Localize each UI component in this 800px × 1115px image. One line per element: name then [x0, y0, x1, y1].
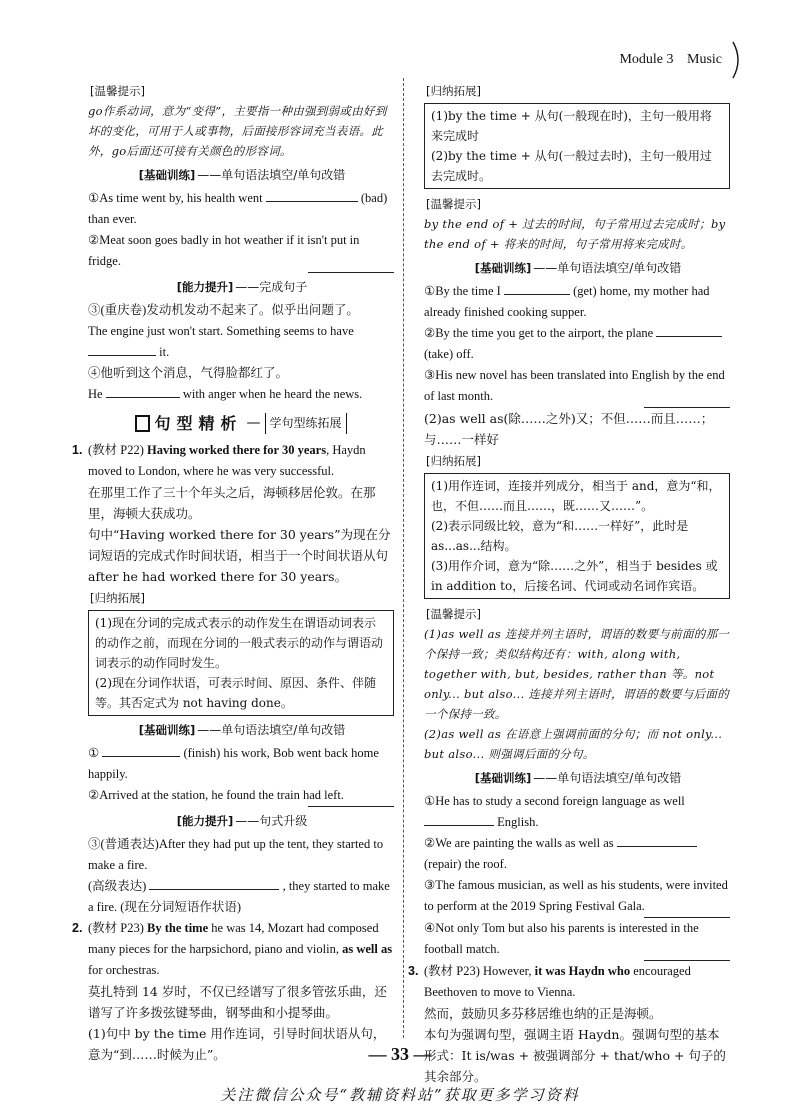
heading-sub: ——单句语法填空/单句改错 [197, 723, 346, 737]
extension-point: (3)用作介词，意为“除……之外”，相当于 besides 或 in addition to，后接名词、代词或动名词作宾语。 [431, 559, 718, 593]
heading-tag: [ 基础训练 ] [473, 260, 534, 277]
answer-blank[interactable] [149, 876, 279, 890]
page-header [619, 52, 722, 68]
heading-tag: [ 能力提升 ] [175, 279, 236, 296]
heading-sub: ——句式升级 [235, 814, 308, 828]
item-source: (教材 P23) [88, 921, 144, 935]
exercise-question-cn: ④他听到这个消息，气得脸都红了。 [88, 366, 289, 380]
tip-tag: [ 温馨提示 ] [424, 606, 483, 623]
subject-label: Music [687, 52, 722, 67]
exercise-question [88, 743, 394, 785]
heading-sub: ——单句语法填空/单句改错 [197, 168, 346, 182]
item-source: (教材 P22) [88, 443, 144, 457]
question-text: English. [497, 815, 539, 829]
exercise-question [88, 876, 394, 918]
question-text: , they started to make a fire. (现在分词短语作状语) [88, 879, 390, 914]
tip-text: (1)as well as 连接并列主语时，谓语的数要与前面的那一个保持一致；类似结构还有：with, along with, together with, but, besides, rather than 等。not only... but also... 连接并列主语时，谓语的数要与后面的一个保持一致。 [424, 627, 730, 721]
answer-blank[interactable] [102, 743, 180, 757]
column-divider [403, 78, 404, 1038]
answer-blank[interactable] [424, 812, 494, 826]
item-explanation: (1)句中 by the time 用作连词，引导时间状语从句，意为“到……时候为止”。 [88, 1026, 386, 1062]
item-translation: 莫扎特到 14 岁时，不仅已经谱写了很多管弦乐曲，还谱写了许多拨弦键琴曲，钢琴曲和小提琴曲。 [88, 984, 387, 1020]
question-text: with anger when he heard the news. [182, 387, 363, 401]
heading-sub: ——单句语法填空/单句改错 [533, 771, 682, 785]
question-text: (repair) the roof. [424, 857, 507, 871]
answer-blank[interactable] [656, 323, 722, 337]
exercise-question: ④Not only Tom but also his parents is interested in the football match. [424, 921, 699, 956]
answer-blank[interactable] [106, 384, 180, 398]
tip-tag: [ 温馨提示 ] [88, 83, 147, 100]
right-column [408, 80, 730, 1087]
question-text: (高级表达) [88, 879, 147, 893]
heading-tag: [ 能力提升 ] [175, 813, 236, 830]
sentence-item [72, 918, 394, 981]
tip-tag: [ 温馨提示 ] [424, 196, 483, 213]
extension-box [424, 103, 730, 189]
item-text: he was 14, Mozart had composed many pieces for the harpsichord, piano and violin, [88, 921, 379, 956]
tip-text: go作系动词，意为“变得”，主要指一种由强到弱或由好到坏的变化，可用于人或事物，后面接形容词充当表语。此外，go后面还可接有关颜色的形容词。 [88, 104, 387, 158]
answer-blank[interactable] [617, 833, 697, 847]
question-text: ②We are painting the walls as well as [424, 836, 614, 850]
exercise-question: ③His new novel has been translated into English by the end of last month. [424, 368, 725, 403]
item-number: 2. [72, 921, 83, 935]
extension-point: (1)现在分词的完成式表示的动作发生在谓语动词表示的动作之前，而现在分词的一般式表示的动作与谓语动词表示的动作同时发生。 [95, 616, 384, 670]
exercise-question [88, 384, 394, 405]
exercise-question: ②Arrived at the station, he found the train had left. [88, 788, 344, 802]
section-title-sub: 学句型练拓展 [265, 413, 347, 434]
header-curve-decoration [730, 40, 744, 80]
left-column [72, 80, 394, 1065]
page-number: — 33 — [368, 1044, 432, 1064]
item-highlight: Having worked there for 30 years [147, 443, 327, 457]
item-number: 1. [72, 443, 83, 457]
exercise-question [424, 791, 730, 833]
extension-point: (1)by the time + 从句(一般现在时)，主句一般用将来完成时 [431, 109, 712, 143]
exercise-heading [88, 165, 394, 186]
item-text: , Haydn moved to London, where he was very successful. [88, 443, 366, 478]
item-highlight: By the time [147, 921, 209, 935]
answer-blank[interactable] [88, 342, 156, 356]
question-text: The engine just won't start. Something seems to have [88, 324, 354, 338]
extension-point: (2)表示同级比较，意为“和……一样好”，此时是 as...as...结构。 [431, 519, 689, 553]
section-icon [135, 415, 150, 432]
question-text: (bad) than ever. [88, 191, 388, 226]
footer-note: 关注微信公众号“教辅资料站”获取更多学习资料 [220, 1086, 580, 1104]
sentence-item [408, 961, 730, 1003]
question-text: ①By the time I [424, 284, 501, 298]
question-text: ① [88, 746, 100, 760]
item-highlight: as well as [342, 942, 393, 956]
exercise-question: ③(普通表达)After they had put up the tent, they started to make a fire. [88, 837, 384, 872]
question-text: (get) home, my mother had already finished cooking supper. [424, 284, 710, 319]
answer-blank[interactable] [308, 806, 394, 807]
extension-box [424, 473, 730, 599]
answer-blank[interactable] [308, 272, 394, 273]
exercise-heading [88, 811, 394, 832]
exercise-question-cn: ③(重庆卷)发动机发动不起来了。似乎出问题了。 [88, 303, 359, 317]
item-highlight: it was Haydn who [534, 964, 631, 978]
exercise-heading [88, 277, 394, 298]
section-title-main: 句型精析 [154, 414, 243, 433]
exercise-question: ②Meat soon goes badly in hot weather if it isn't put in fridge. [88, 233, 360, 268]
item-translation: 然而，鼓励贝多芬移居维也纳的正是海顿。 [424, 1006, 662, 1021]
item-subpoint: (2)as well as(除……之外)又；不但……而且……；与……一样好 [424, 411, 714, 447]
question-text: ②By the time you get to the airport, the plane [424, 326, 654, 340]
answer-blank[interactable] [504, 281, 570, 295]
question-text: (take) off. [424, 347, 474, 361]
extension-tag: [ 归纳拓展 ] [424, 83, 483, 100]
heading-sub: ——完成句子 [235, 280, 308, 294]
exercise-heading [424, 258, 730, 279]
exercise-question [424, 833, 730, 875]
item-number: 3. [408, 964, 419, 978]
module-label: Module 3 [619, 52, 674, 67]
item-text: encouraged Beethoven to move to Vienna. [424, 964, 691, 999]
item-translation: 在那里工作了三十个年头之后，海顿移居伦敦。在那里，海顿大获成功。 [88, 485, 376, 521]
item-explanation: 句中“Having worked there for 30 years”为现在分词短语的完成式作时间状语，相当于一个时间状语从句 after he had worked there for 30 years。 [88, 527, 391, 584]
question-text: He [88, 387, 103, 401]
heading-tag: [ 基础训练 ] [137, 722, 198, 739]
exercise-question [88, 188, 394, 230]
extension-point: (2)现在分词作状语，可表示时间、原因、条件、伴随等。其否定式为 not having done。 [95, 676, 377, 710]
heading-sub: ——单句语法填空/单句改错 [533, 261, 682, 275]
exercise-heading [88, 720, 394, 741]
tip-text: by the end of + 过去的时间，句子常用过去完成时；by the end of + 将来的时间，句子常用将来完成时。 [424, 217, 726, 251]
exercise-question [424, 281, 730, 323]
answer-blank[interactable] [266, 188, 358, 202]
section-separator: — [246, 415, 261, 431]
exercise-question [88, 321, 394, 363]
question-text: ①As time went by, his health went [88, 191, 263, 205]
question-text: it. [159, 345, 170, 359]
item-source: (教材 P23) [424, 964, 480, 978]
exercise-question [424, 323, 730, 365]
extension-tag: [ 归纳拓展 ] [424, 453, 483, 470]
heading-tag: [ 基础训练 ] [473, 770, 534, 787]
item-text: However, [479, 964, 535, 978]
extension-point: (1)用作连词，连接并列成分，相当于 and，意为“和，也，不但……而且……，既……又……”。 [431, 479, 721, 513]
extension-tag: [ 归纳拓展 ] [88, 590, 147, 607]
heading-tag: [ 基础训练 ] [137, 167, 198, 184]
tip-text: (2)as well as 在语意上强调前面的分句；而 not only... but also... 则强调后面的分句。 [424, 727, 723, 761]
extension-point: (2)by the time + 从句(一般过去时)，主句一般用过去完成时。 [431, 149, 712, 183]
section-title [88, 413, 394, 434]
extension-box [88, 610, 394, 716]
exercise-question: ③The famous musician, as well as his students, were invited to perform at the 2019 Spring Festival Gala. [424, 878, 728, 913]
item-explanation: 本句为强调句型，强调主语 Haydn。强调句型的基本形式：It is/was + 被强调部分 + that/who + 句子的其余部分。 [424, 1027, 726, 1084]
question-text: (finish) his work, Bob went back home happily. [88, 746, 379, 781]
question-text: ①He has to study a second foreign language as well [424, 794, 685, 808]
exercise-heading [424, 768, 730, 789]
sentence-item [72, 440, 394, 482]
item-text: for orchestras. [88, 963, 160, 977]
